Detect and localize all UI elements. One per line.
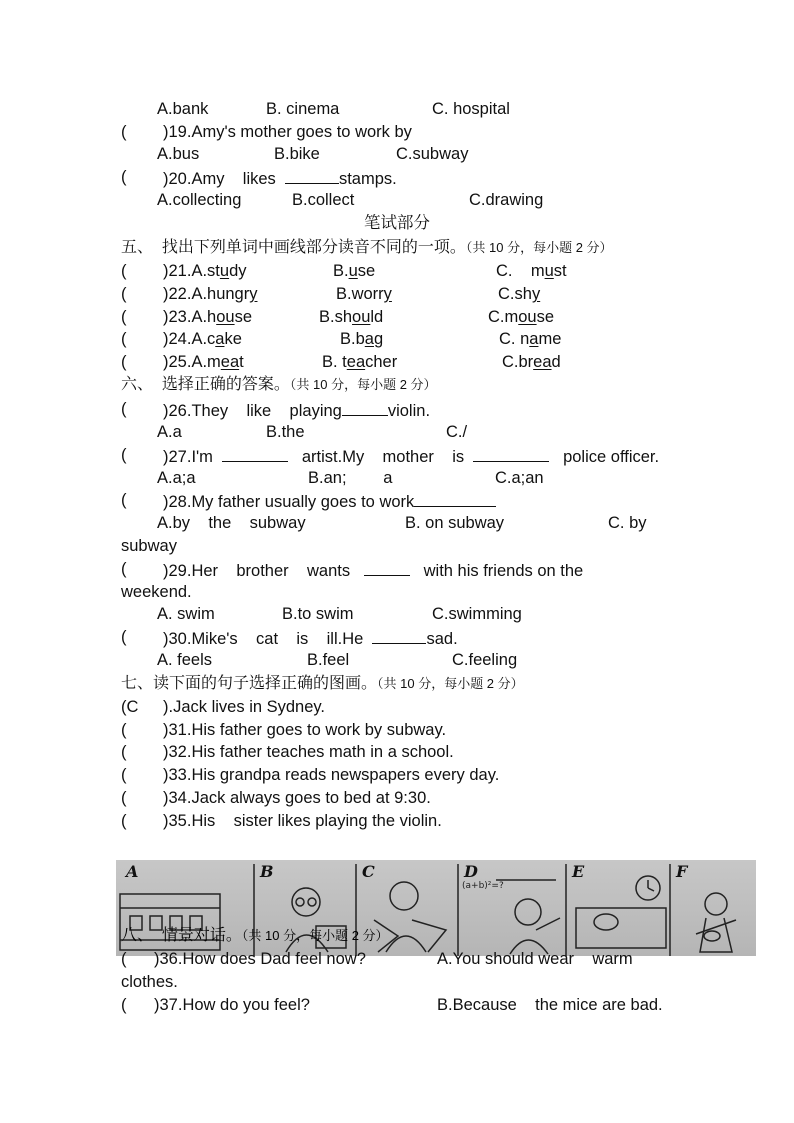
q35-sentence: )35.His sister likes playing the violin. [163, 812, 442, 830]
q22-option-a: )22.A.hungry [163, 285, 258, 303]
q27-option-c: C.a;an [495, 469, 544, 487]
example-sentence: ).Jack lives in Sydney. [163, 698, 326, 716]
q36-answer-a: A.You should wear warm [437, 950, 633, 968]
written-part-title: 笔试部分 [364, 214, 430, 232]
q26-option-c: C./ [446, 423, 468, 441]
q33-paren: ( [121, 766, 127, 784]
q21-paren: ( [121, 262, 127, 280]
answer-blank[interactable] [222, 445, 288, 462]
q29-option-b: B.to swim [282, 605, 354, 623]
q19-option-b: B.bike [274, 145, 320, 163]
q31-paren: ( [121, 721, 127, 739]
q34-paren: ( [121, 789, 127, 807]
q21-option-c: C. must [496, 262, 567, 280]
section5-heading: 五、 找出下列单词中画线部分读音不同的一项。（共 10 分，每小题 2 分） [121, 239, 613, 256]
q30-paren: ( [121, 628, 127, 646]
q29-paren: ( [121, 560, 127, 578]
q27-question: )27.I'm artist.My mother is police officer. [163, 445, 659, 467]
picture-label-a: A [126, 862, 139, 881]
q19-question: )19.Amy's mother goes to work by [163, 123, 412, 141]
q26-option-b: B.the [266, 423, 305, 441]
q28-option-c: C. by [608, 514, 647, 532]
q30-option-b: B.feel [307, 651, 350, 669]
q28-option-b: B. on subway [405, 514, 505, 532]
q27-option-b: B.an; a [308, 469, 393, 487]
q18-option-c: C. hospital [432, 100, 510, 118]
q22-paren: ( [121, 285, 127, 303]
q19-option-a: A.bus [157, 145, 200, 163]
q18-option-a: A.bank [157, 100, 209, 118]
q32-sentence: )32.His father teaches math in a school. [163, 743, 454, 761]
q26-paren: ( [121, 400, 127, 418]
q32-paren: ( [121, 743, 127, 761]
q20-question: )20.Amy likes stamps. [163, 167, 397, 189]
q21-option-a: )21.A.study [163, 262, 247, 280]
q37-answer-b: B.Because the mice are bad. [437, 996, 663, 1014]
q30-option-a: A. feels [157, 651, 213, 669]
q26-question: )26.They like playing violin. [163, 399, 430, 421]
q31-sentence: )31.His father goes to work by subway. [163, 721, 447, 739]
answer-blank[interactable] [342, 399, 388, 416]
section6-heading: 六、 选择正确的答案。（共 10 分，每小题 2 分） [121, 376, 437, 393]
picture-label-e: E [572, 862, 585, 881]
q24-option-c: C. name [499, 330, 562, 348]
q23-option-a: )23.A.house [163, 308, 253, 326]
answer-blank[interactable] [372, 627, 426, 644]
answer-blank[interactable] [364, 559, 410, 576]
q28-question: )28.My father usually goes to work [163, 490, 496, 512]
answer-blank[interactable] [473, 445, 549, 462]
q35-paren: ( [121, 812, 127, 830]
q22-option-c: C.shy [498, 285, 541, 303]
answer-blank[interactable] [414, 490, 496, 507]
q20-option-a: A.collecting [157, 191, 242, 209]
q20-option-b: B.collect [292, 191, 355, 209]
q29-question: )29.Her brother wants with his friends on the [163, 559, 583, 581]
q34-sentence: )34.Jack always goes to bed at 9:30. [163, 789, 431, 807]
q36-paren: ( [121, 950, 127, 968]
q27-paren: ( [121, 446, 127, 464]
q24-option-a: )24.A.cake [163, 330, 242, 348]
q25-option-c: C.bread [502, 353, 561, 371]
q23-option-c: C.mouse [488, 308, 555, 326]
q23-option-b: B.should [319, 308, 384, 326]
q25-paren: ( [121, 353, 127, 371]
q36-question: )36.How does Dad feel now? [154, 950, 366, 968]
q28-paren: ( [121, 491, 127, 509]
section7-heading: 七、读下面的句子选择正确的图画。（共 10 分，每小题 2 分） [121, 675, 524, 692]
q37-question: )37.How do you feel? [154, 996, 310, 1014]
q37-paren: ( [121, 996, 127, 1014]
q22-option-b: B.worry [336, 285, 392, 303]
q19-option-c: C.subway [396, 145, 469, 163]
q19-paren: ( [121, 123, 127, 141]
picture-label-f: F [676, 862, 688, 881]
q28-option-c-wrap: subway [121, 537, 177, 555]
q36-answer-wrap: clothes. [121, 973, 178, 991]
q29-option-a: A. swim [157, 605, 215, 623]
q27-option-a: A.a;a [157, 469, 196, 487]
q29-wrap: weekend. [121, 583, 192, 601]
q29-option-c: C.swimming [432, 605, 522, 623]
q25-option-b: B. teacher [322, 353, 398, 371]
q18-option-b: B. cinema [266, 100, 340, 118]
section8-heading: 八、 情景对话。（共 10 分，每小题 2 分） [121, 927, 389, 944]
q20-option-c: C.drawing [469, 191, 544, 209]
q20-paren: ( [121, 168, 127, 186]
picture-label-c: C [362, 862, 375, 881]
q26-option-a: A.a [157, 423, 182, 441]
q24-paren: ( [121, 330, 127, 348]
q24-option-b: B.bag [340, 330, 384, 348]
q21-option-b: B.use [333, 262, 376, 280]
q23-paren: ( [121, 308, 127, 326]
q30-question: )30.Mike's cat is ill.He sad. [163, 627, 458, 649]
example-answer-paren: (C [121, 698, 139, 716]
picture-label-d: D [464, 862, 478, 881]
q28-option-a: A.by the subway [157, 514, 306, 532]
svg-text:(a+b)²=?: (a+b)²=? [462, 881, 504, 891]
picture-label-b: B [260, 862, 274, 881]
q33-sentence: )33.His grandpa reads newspapers every day. [163, 766, 500, 784]
answer-blank[interactable] [285, 167, 339, 184]
q30-option-c: C.feeling [452, 651, 518, 669]
q25-option-a: )25.A.meat [163, 353, 244, 371]
